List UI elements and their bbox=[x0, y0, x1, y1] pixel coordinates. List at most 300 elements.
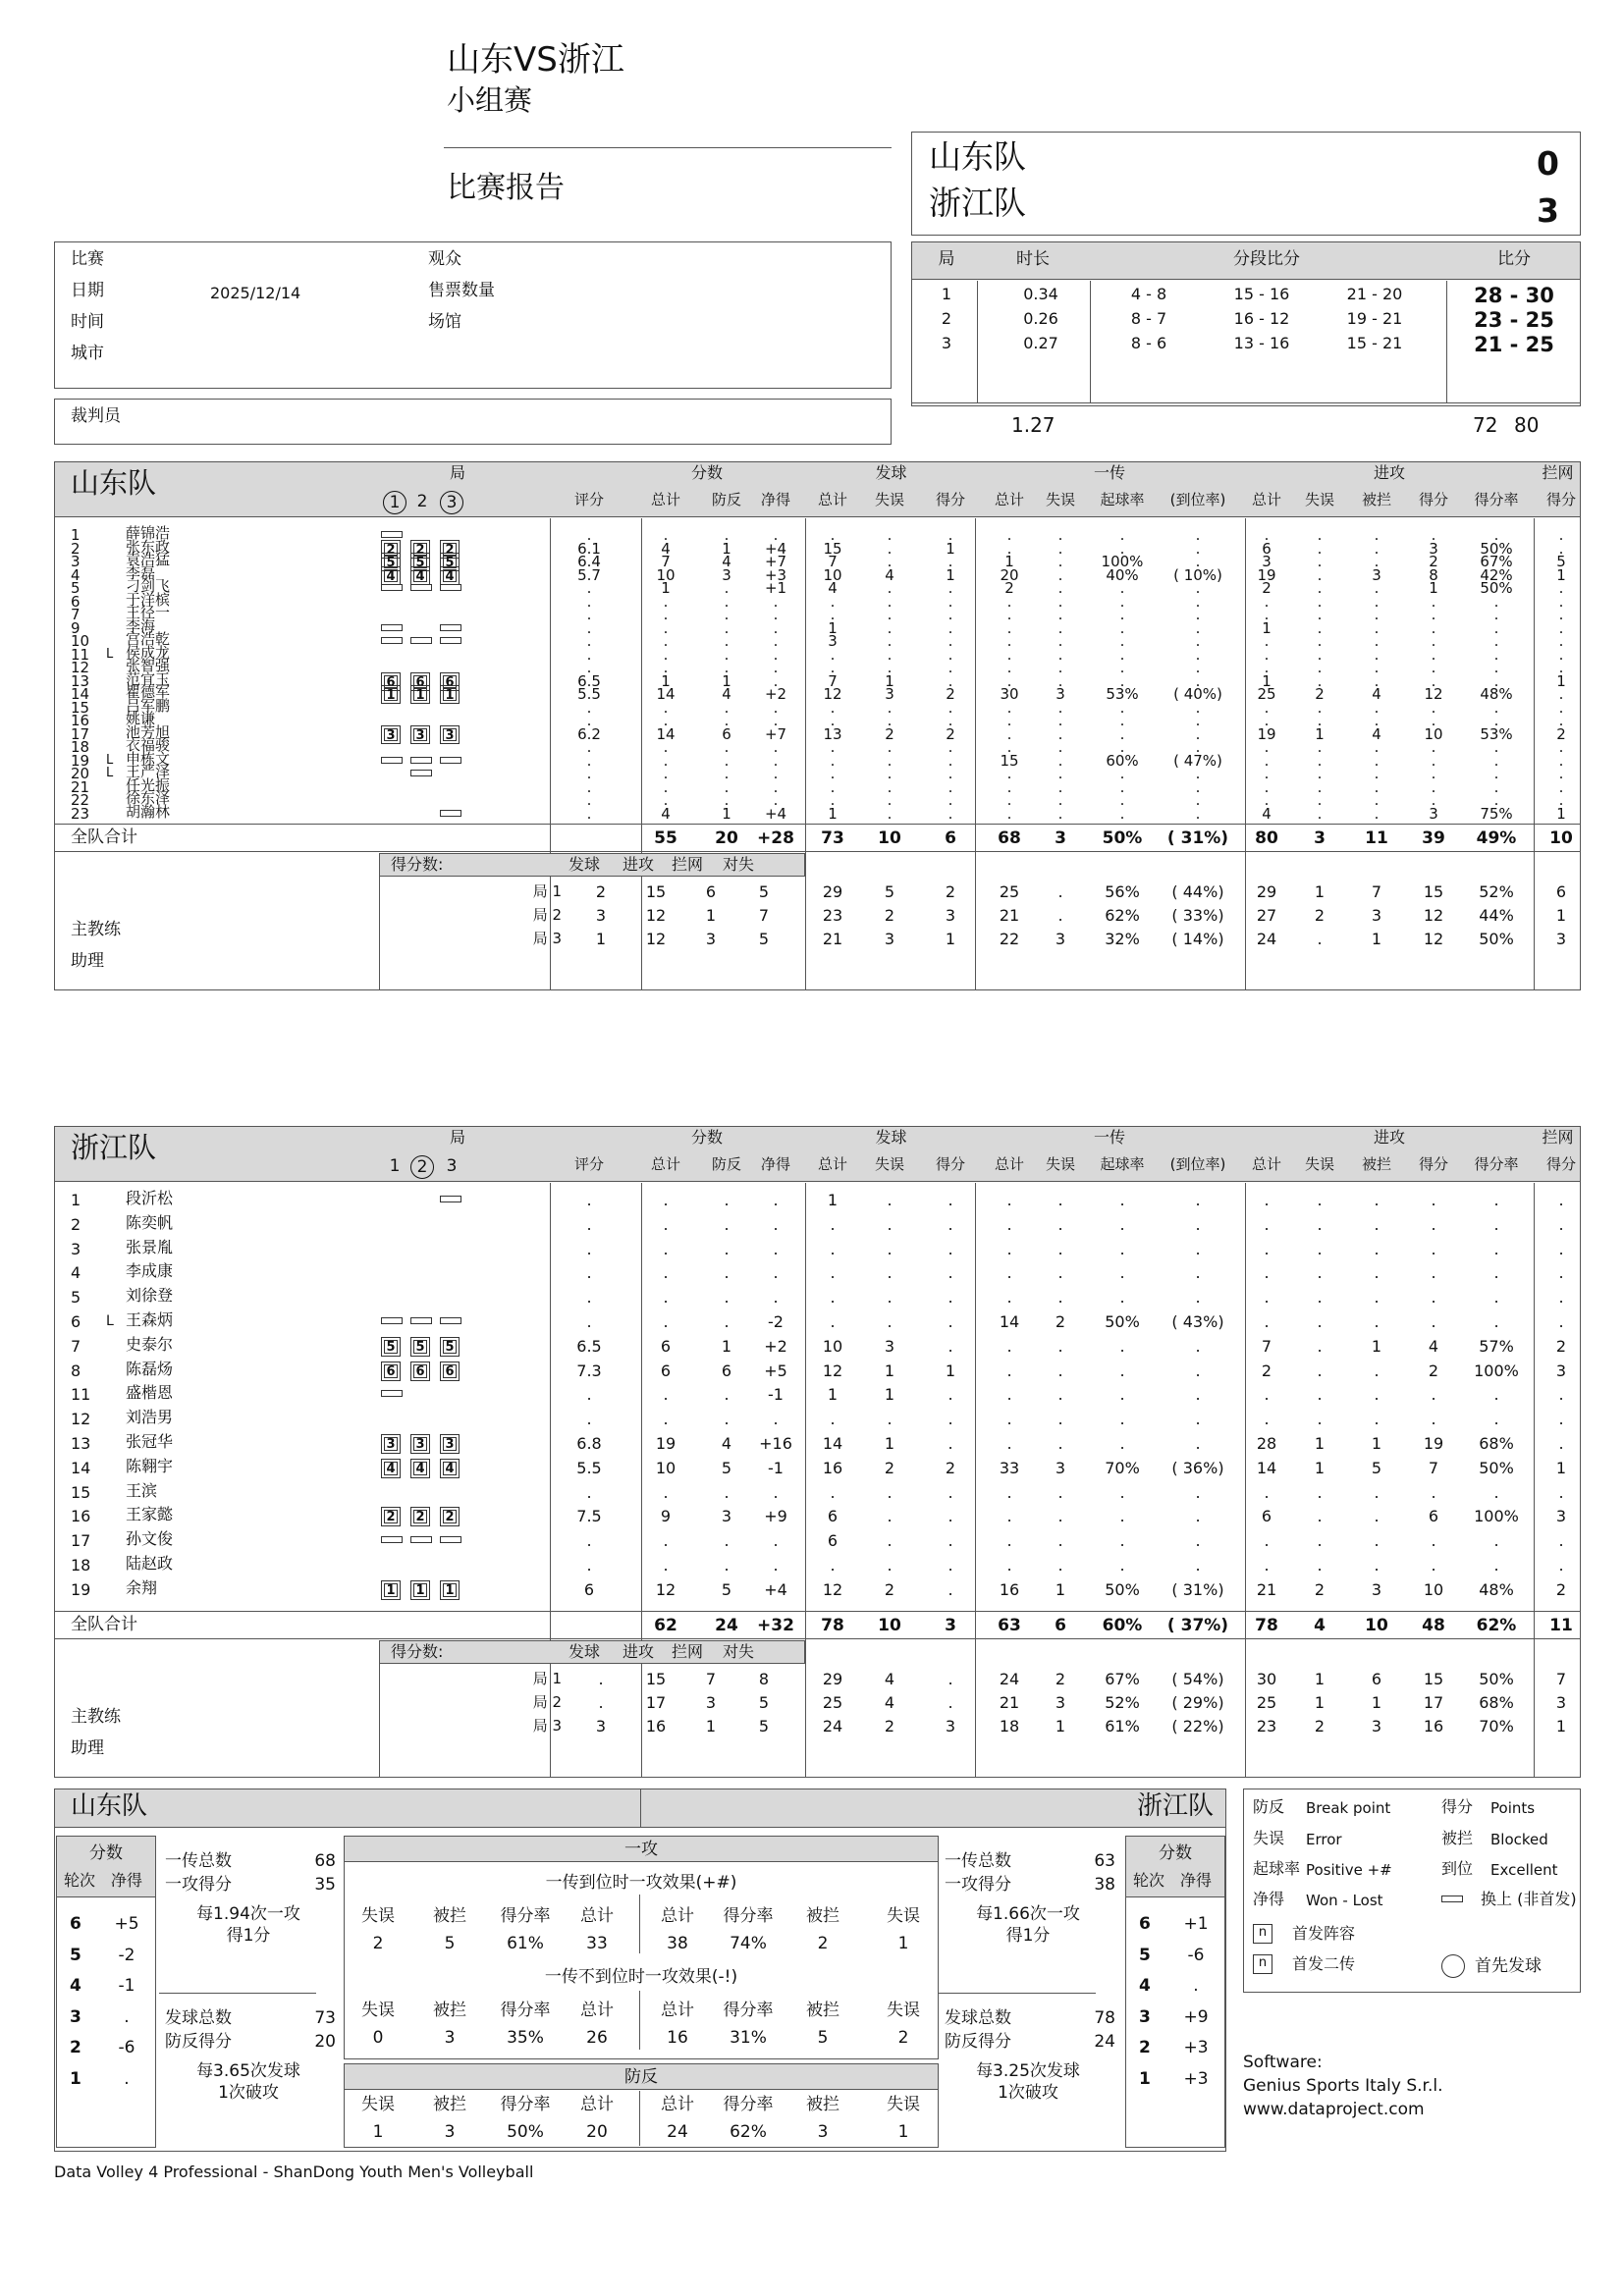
assistant-coach-label: 助理 bbox=[71, 951, 104, 971]
summary-value: 78 bbox=[1094, 2008, 1115, 2028]
player-stat-cell: +2 bbox=[764, 1336, 787, 1356]
player-stat-cell: . bbox=[724, 1385, 730, 1405]
player-name: 衣福骏 bbox=[126, 736, 171, 754]
player-stat-cell: 2 bbox=[1555, 1579, 1567, 1599]
player-name: 姚谦 bbox=[126, 710, 156, 727]
rotation-col: 轮次 bbox=[1133, 1871, 1165, 1890]
attack-value: 5 bbox=[817, 2028, 829, 2048]
substitution-marker bbox=[381, 584, 403, 591]
player-stat-cell: . bbox=[773, 1482, 779, 1502]
total-duration: 1.27 bbox=[1011, 413, 1056, 437]
player-stat-cell: 6.5 bbox=[576, 1336, 602, 1356]
rotation-net: +5 bbox=[114, 1914, 139, 1934]
player-number: 2 bbox=[71, 1214, 81, 1234]
team-total-cell: 3 bbox=[1314, 828, 1326, 848]
player-stat-cell: . bbox=[1431, 1410, 1436, 1429]
player-stat-cell: . bbox=[1006, 1556, 1012, 1575]
player-stat-cell: . bbox=[1317, 1410, 1323, 1429]
player-stat-cell: 75% bbox=[1480, 804, 1513, 823]
starting-position-box bbox=[381, 1507, 401, 1526]
player-name: 陈翱宇 bbox=[126, 1456, 174, 1475]
player-stat-cell: . bbox=[1119, 1385, 1125, 1405]
substitution-marker bbox=[410, 584, 432, 591]
set-row-label: 局 1 bbox=[532, 882, 562, 900]
player-stat-cell: . bbox=[663, 712, 669, 729]
player-stat-cell: . bbox=[1195, 1531, 1201, 1551]
player-stat-cell: 2 bbox=[1555, 1336, 1567, 1356]
team-b-sets: 3 bbox=[1537, 191, 1559, 230]
summary-value: 24 bbox=[1094, 2032, 1115, 2052]
software-company: Genius Sports Italy S.r.l. bbox=[1243, 2076, 1443, 2096]
player-stat-cell: . bbox=[1006, 632, 1012, 650]
player-stat-cell: ( 10%) bbox=[1173, 565, 1222, 584]
player-stat-cell: ( 43%) bbox=[1171, 1312, 1224, 1331]
player-stat-cell: . bbox=[947, 1579, 953, 1599]
player-stat-cell: . bbox=[1317, 1288, 1323, 1308]
player-stat-cell: 1 bbox=[827, 1191, 839, 1209]
player-stat-cell: 1 bbox=[1055, 1579, 1066, 1599]
player-stat-cell: 10 bbox=[655, 1458, 677, 1477]
audience-label: 观众 bbox=[428, 249, 461, 269]
player-stat-cell: . bbox=[1006, 1191, 1012, 1209]
summary-note: 每1.66次一攻 bbox=[976, 1904, 1080, 1924]
substitution-marker bbox=[410, 757, 432, 764]
player-stat-cell: . bbox=[887, 738, 893, 756]
player-stat-cell: . bbox=[1431, 671, 1436, 690]
player-stat-cell: 2 bbox=[1429, 553, 1438, 570]
player-stat-cell: . bbox=[1558, 685, 1564, 703]
player-stat-cell: . bbox=[1317, 592, 1323, 611]
player-stat-cell: . bbox=[1558, 751, 1564, 770]
player-stat-cell: . bbox=[1195, 804, 1201, 823]
player-stat-cell: 2 bbox=[885, 724, 894, 743]
player-stat-cell: 50% bbox=[1105, 1579, 1140, 1599]
stat-sub-header: 得分 bbox=[1545, 491, 1576, 508]
player-number: 21 bbox=[71, 777, 90, 796]
player-stat-cell: . bbox=[1264, 1410, 1270, 1429]
player-stat-cell: 1 bbox=[1556, 671, 1566, 690]
player-stat-cell: . bbox=[1264, 1239, 1270, 1258]
player-stat-cell: . bbox=[887, 632, 893, 650]
player-stat-cell: . bbox=[1057, 632, 1063, 650]
player-name: 刁剑飞 bbox=[126, 577, 171, 595]
player-stat-cell: 14 bbox=[999, 1312, 1020, 1331]
player-stat-cell: 2 bbox=[1315, 685, 1325, 703]
player-stat-cell: . bbox=[1558, 1288, 1564, 1308]
player-stat-cell: . bbox=[1119, 738, 1125, 756]
player-stat-cell: . bbox=[586, 1385, 592, 1405]
set-stat-cell: 16 bbox=[1423, 1716, 1444, 1735]
player-number: 19 bbox=[71, 1579, 91, 1599]
total-points-a: 72 bbox=[1473, 413, 1498, 437]
player-stat-cell: . bbox=[887, 1507, 893, 1526]
player-stat-cell: . bbox=[724, 751, 730, 770]
player-stat-cell: 1 bbox=[1429, 579, 1438, 597]
substitution-marker bbox=[440, 637, 461, 644]
set-row-label: 局 3 bbox=[532, 930, 562, 947]
player-stat-cell: . bbox=[1057, 659, 1063, 676]
player-stat-cell: . bbox=[1006, 724, 1012, 743]
set-label: 局 bbox=[450, 463, 466, 482]
player-stat-cell: . bbox=[947, 712, 953, 729]
player-name: 陆赵政 bbox=[126, 1554, 174, 1573]
set-stat-cell: . bbox=[1057, 882, 1063, 901]
set-stat-cell: 1 bbox=[1314, 882, 1326, 901]
player-stat-cell: . bbox=[1057, 777, 1063, 796]
player-stat-cell: . bbox=[1006, 1336, 1012, 1356]
stat-sub-header: 得分率 bbox=[1474, 491, 1519, 508]
player-stat-cell: . bbox=[1374, 1385, 1380, 1405]
player-stat-cell: 7 bbox=[828, 553, 838, 570]
set-stat-cell: ( 14%) bbox=[1171, 930, 1224, 948]
stat-sub-header: 评分 bbox=[573, 491, 604, 508]
set-row-cell: 13 - 16 bbox=[1233, 334, 1290, 352]
attack-col-header: 失误 bbox=[887, 1906, 920, 1926]
attack-col-header: 得分率 bbox=[500, 2001, 551, 2020]
player-stat-cell: . bbox=[887, 659, 893, 676]
player-stat-cell: . bbox=[1195, 1361, 1201, 1380]
player-stat-cell: . bbox=[1119, 671, 1125, 690]
team-total-cell: 55 bbox=[654, 828, 677, 848]
set-stat-cell: 1 bbox=[1055, 1716, 1066, 1735]
referee-box bbox=[54, 399, 892, 445]
set-stat-cell: 24 bbox=[1256, 930, 1277, 948]
set-stat-cell: 23 bbox=[822, 906, 843, 925]
player-name: 李磊 bbox=[126, 563, 156, 582]
player-stat-cell: . bbox=[1264, 777, 1270, 796]
player-stat-cell: 4 bbox=[1372, 724, 1381, 743]
set-number-marker: 2 bbox=[410, 1155, 434, 1179]
date-value: 2025/12/14 bbox=[210, 284, 301, 302]
rotation-net: -6 bbox=[118, 2038, 135, 2057]
player-stat-cell: 10 bbox=[823, 565, 842, 584]
player-stat-cell: 1 bbox=[661, 579, 671, 597]
player-stat-cell: 3 bbox=[1262, 553, 1272, 570]
player-stat-cell: . bbox=[773, 791, 779, 809]
starting-position-number: 5 bbox=[443, 556, 457, 568]
set-stat-cell: 1 bbox=[945, 930, 956, 948]
player-stat-cell: . bbox=[1264, 659, 1270, 676]
player-stat-cell: . bbox=[1057, 1214, 1063, 1234]
set-number-marker: 2 bbox=[416, 492, 428, 511]
player-stat-cell: . bbox=[1317, 659, 1323, 676]
player-stat-cell: 50% bbox=[1480, 539, 1513, 558]
set-stat-cell: 3 bbox=[1555, 1692, 1567, 1712]
player-stat-cell: . bbox=[1119, 804, 1125, 823]
player-stat-cell: . bbox=[1558, 777, 1564, 796]
player-stat-cell: . bbox=[1006, 738, 1012, 756]
player-stat-cell: . bbox=[1057, 1385, 1063, 1405]
player-number: 15 bbox=[71, 1482, 91, 1502]
player-stat-cell: . bbox=[1431, 592, 1436, 611]
player-number: 12 bbox=[71, 1410, 91, 1429]
set-stat-cell: 61% bbox=[1105, 1716, 1140, 1735]
player-stat-cell: . bbox=[1558, 698, 1564, 717]
player-stat-cell: . bbox=[1493, 659, 1499, 676]
player-stat-cell: . bbox=[887, 1214, 893, 1234]
player-stat-cell: . bbox=[1317, 738, 1323, 756]
set-score-cell: . bbox=[598, 1669, 604, 1688]
player-stat-cell: . bbox=[586, 1239, 592, 1258]
set-row-label: 局 2 bbox=[532, 1692, 562, 1711]
libero-flag: L bbox=[106, 646, 114, 662]
player-stat-cell: 3 bbox=[1372, 565, 1381, 584]
player-stat-cell: . bbox=[1195, 765, 1201, 782]
set-score-cell: 5 bbox=[758, 930, 770, 948]
stat-sub-header: 得分 bbox=[935, 491, 965, 508]
stat-sub-header: 评分 bbox=[573, 1155, 604, 1173]
summary-note: 每1.94次一攻 bbox=[196, 1904, 300, 1924]
player-stat-cell: . bbox=[1374, 1312, 1380, 1331]
player-stat-cell: . bbox=[663, 645, 669, 664]
rotation-net: +3 bbox=[1183, 2068, 1209, 2089]
player-stat-cell: 2 bbox=[884, 1458, 895, 1477]
stat-sub-header: 总计 bbox=[817, 1155, 847, 1173]
player-stat-cell: . bbox=[1493, 698, 1499, 717]
player-stat-cell: . bbox=[1195, 618, 1201, 637]
column-divider bbox=[379, 1640, 380, 1778]
substitution-marker bbox=[381, 1390, 403, 1397]
starting-position-box bbox=[381, 1459, 401, 1478]
player-stat-cell: 2 bbox=[1261, 1361, 1272, 1380]
player-stat-cell: 1 bbox=[722, 671, 731, 690]
player-stat-cell: 53% bbox=[1480, 724, 1513, 743]
player-stat-cell: 1 bbox=[828, 618, 838, 637]
team-total-cell: 20 bbox=[715, 828, 738, 848]
player-number: 7 bbox=[71, 1336, 81, 1356]
player-number: 1 bbox=[71, 1191, 81, 1209]
player-stat-cell: . bbox=[1317, 526, 1323, 544]
player-number: 16 bbox=[71, 1507, 91, 1526]
player-stat-cell: . bbox=[773, 751, 779, 770]
defence-col-header: 得分率 bbox=[723, 2095, 774, 2114]
player-stat-cell: . bbox=[1119, 659, 1125, 676]
substitution-marker bbox=[410, 1317, 432, 1324]
player-stat-cell: . bbox=[1493, 1556, 1499, 1575]
player-stat-cell: . bbox=[1431, 645, 1436, 664]
match-title: 山东VS浙江 bbox=[447, 40, 624, 80]
defence-col-header: 被拦 bbox=[433, 2095, 466, 2114]
player-stat-cell: . bbox=[1006, 618, 1012, 637]
player-stat-cell: . bbox=[1493, 1312, 1499, 1331]
player-stat-cell: . bbox=[1558, 579, 1564, 597]
player-number: 11 bbox=[71, 645, 90, 664]
team-total-cell: 68 bbox=[998, 828, 1021, 848]
player-stat-cell: 68% bbox=[1479, 1434, 1514, 1453]
player-stat-cell: . bbox=[947, 671, 953, 690]
player-stat-cell: . bbox=[586, 1288, 592, 1308]
player-stat-cell: . bbox=[586, 751, 592, 770]
set-stat-cell: 15 bbox=[1423, 882, 1444, 901]
player-name: 王径一 bbox=[126, 604, 171, 621]
player-stat-cell: 1 bbox=[1004, 553, 1014, 570]
starting-position-number: 4 bbox=[413, 1462, 427, 1475]
set-score-cell: 12 bbox=[645, 906, 667, 925]
set-stat-cell: 17 bbox=[1423, 1692, 1444, 1712]
starting-position-box bbox=[381, 1337, 401, 1357]
player-stat-cell: 1 bbox=[945, 1361, 956, 1380]
player-stat-cell: . bbox=[773, 1263, 779, 1283]
player-stat-cell: . bbox=[830, 751, 836, 770]
player-stat-cell: . bbox=[830, 791, 836, 809]
player-stat-cell: . bbox=[1431, 777, 1436, 796]
libero-flag: L bbox=[106, 1313, 114, 1329]
rotation-number: 4 bbox=[1139, 1976, 1151, 1996]
stat-sub-header: 净得 bbox=[760, 1155, 790, 1173]
player-number: 16 bbox=[71, 712, 90, 729]
player-stat-cell: . bbox=[724, 632, 730, 650]
player-number: 20 bbox=[71, 765, 90, 782]
attack-col-header: 失误 bbox=[361, 2001, 395, 2020]
player-stat-cell: 7 bbox=[1428, 1458, 1439, 1477]
player-stat-cell: . bbox=[724, 712, 730, 729]
player-number: 5 bbox=[71, 1288, 81, 1308]
player-stat-cell: . bbox=[1006, 1531, 1012, 1551]
player-stat-cell: . bbox=[1317, 791, 1323, 809]
player-name: 瞿德军 bbox=[126, 683, 171, 701]
player-stat-cell: . bbox=[724, 1312, 730, 1331]
set-stat-cell: 3 bbox=[1055, 1692, 1066, 1712]
set-score-cell: 1 bbox=[705, 906, 717, 925]
score-breakdown-col: 进攻 bbox=[622, 1641, 654, 1661]
attack-value: 35% bbox=[507, 2028, 544, 2048]
player-stat-cell: . bbox=[1119, 777, 1125, 796]
starting-position-number: 2 bbox=[443, 543, 457, 556]
player-stat-cell: . bbox=[1006, 791, 1012, 809]
rotation-number: 1 bbox=[1139, 2068, 1151, 2089]
player-stat-cell: . bbox=[1374, 765, 1380, 782]
player-stat-cell: . bbox=[773, 777, 779, 796]
team-total-cell: 10 bbox=[1365, 1615, 1388, 1635]
substitution-marker bbox=[381, 1317, 403, 1324]
player-stat-cell: 2 bbox=[1314, 1579, 1326, 1599]
player-stat-cell: . bbox=[1431, 738, 1436, 756]
stat-group-header: 一传 bbox=[1093, 1128, 1125, 1147]
set-stat-cell: 12 bbox=[1423, 906, 1444, 925]
player-stat-cell: 50% bbox=[1479, 1458, 1514, 1477]
player-stat-cell: . bbox=[1195, 539, 1201, 558]
player-stat-cell: . bbox=[1493, 618, 1499, 637]
player-stat-cell: ( 47%) bbox=[1173, 751, 1222, 770]
player-stat-cell: . bbox=[724, 765, 730, 782]
team-total-cell: 10 bbox=[878, 1615, 901, 1635]
player-stat-cell: . bbox=[724, 1214, 730, 1234]
player-stat-cell: 1 bbox=[1371, 1336, 1382, 1356]
player-stat-cell: 21 bbox=[1256, 1579, 1277, 1599]
stat-sub-header: 防反 bbox=[711, 491, 741, 508]
stat-group-header: 一传 bbox=[1093, 463, 1125, 482]
set-stat-cell: 6 bbox=[1555, 882, 1567, 901]
stat-sub-header: 得分率 bbox=[1474, 1155, 1519, 1173]
starting-position-number: 4 bbox=[443, 569, 457, 582]
player-stat-cell: . bbox=[887, 1556, 893, 1575]
player-stat-cell: 6.4 bbox=[577, 553, 601, 570]
player-stat-cell: +4 bbox=[764, 804, 787, 823]
substitution-marker bbox=[381, 1536, 403, 1543]
team-total-cell: 11 bbox=[1365, 828, 1388, 848]
team-total-label: 全队合计 bbox=[71, 1614, 137, 1634]
player-stat-cell: . bbox=[1057, 606, 1063, 623]
player-stat-cell: . bbox=[1317, 671, 1323, 690]
divider bbox=[639, 1991, 640, 2050]
player-stat-cell: 10 bbox=[1423, 1579, 1444, 1599]
set-row-cell: 1 bbox=[941, 285, 952, 303]
player-stat-cell: . bbox=[947, 618, 953, 637]
set-row-cell: 15 - 16 bbox=[1233, 285, 1290, 303]
team-total-cell: 49% bbox=[1476, 828, 1517, 848]
set-stat-cell: 15 bbox=[1423, 1669, 1444, 1688]
player-stat-cell: . bbox=[1317, 1482, 1323, 1502]
player-number: 14 bbox=[71, 1458, 91, 1477]
stat-sub-header: 总计 bbox=[817, 491, 847, 508]
player-stat-cell: . bbox=[773, 671, 779, 690]
player-stat-cell: . bbox=[1493, 1263, 1499, 1283]
set-score-cell: 1 bbox=[705, 1716, 717, 1735]
total-points-b: 80 bbox=[1514, 413, 1540, 437]
set-row-cell: 3 bbox=[941, 334, 952, 352]
starting-position-box bbox=[410, 725, 430, 744]
legend-term: 净得 bbox=[1253, 1890, 1285, 1908]
attack-value: 0 bbox=[372, 2028, 384, 2048]
set-stat-cell: 3 bbox=[945, 906, 956, 925]
player-stat-cell: . bbox=[887, 765, 893, 782]
player-stat-cell: . bbox=[724, 579, 730, 597]
set-stat-cell: 52% bbox=[1105, 1692, 1140, 1712]
player-stat-cell: . bbox=[1119, 1556, 1125, 1575]
player-name: 陈磊炀 bbox=[126, 1359, 174, 1378]
starting-position-box bbox=[410, 1434, 430, 1454]
player-stat-cell: . bbox=[1264, 1214, 1270, 1234]
starting-position-number: 3 bbox=[384, 728, 398, 741]
set-stat-cell: 2 bbox=[884, 906, 895, 925]
player-stat-cell: 8 bbox=[1429, 565, 1438, 584]
player-stat-cell: 1 bbox=[884, 1385, 895, 1405]
player-stat-cell: . bbox=[1374, 791, 1380, 809]
starting-position-number: 5 bbox=[384, 556, 398, 568]
substitution-marker bbox=[410, 1536, 432, 1543]
player-stat-cell: . bbox=[773, 738, 779, 756]
player-stat-cell: 2 bbox=[946, 685, 955, 703]
defence-col-header: 被拦 bbox=[806, 2095, 839, 2114]
first-serve-circle bbox=[1441, 1954, 1465, 1978]
stat-sub-header: 防反 bbox=[711, 1155, 741, 1173]
player-stat-cell: . bbox=[1558, 1214, 1564, 1234]
player-stat-cell: . bbox=[773, 1214, 779, 1234]
set-stat-cell: 3 bbox=[945, 1716, 956, 1735]
player-stat-cell: . bbox=[586, 1556, 592, 1575]
player-stat-cell: 19 bbox=[1423, 1434, 1444, 1453]
starting-position-number: 2 bbox=[413, 543, 427, 556]
player-stat-cell: . bbox=[1195, 645, 1201, 664]
player-stat-cell: 3 bbox=[885, 685, 894, 703]
substitution-marker bbox=[440, 584, 461, 591]
player-stat-cell: . bbox=[724, 791, 730, 809]
rotation-number: 3 bbox=[1139, 2006, 1151, 2027]
player-stat-cell: . bbox=[1195, 1288, 1201, 1308]
player-stat-cell: . bbox=[1317, 1531, 1323, 1551]
score-breakdown-col: 对失 bbox=[722, 855, 754, 874]
head-coach-label: 主教练 bbox=[71, 1706, 121, 1727]
starting-position-box bbox=[440, 725, 460, 744]
starting-position-box bbox=[410, 1362, 430, 1381]
team-total-label: 全队合计 bbox=[71, 828, 137, 847]
player-stat-cell: . bbox=[1195, 1482, 1201, 1502]
set-stat-cell: . bbox=[947, 1692, 953, 1712]
player-stat-cell: 10 bbox=[656, 565, 676, 584]
starting-position-number: 2 bbox=[384, 1510, 398, 1523]
team-total-cell: +32 bbox=[757, 1615, 794, 1635]
player-stat-cell: . bbox=[1119, 724, 1125, 743]
